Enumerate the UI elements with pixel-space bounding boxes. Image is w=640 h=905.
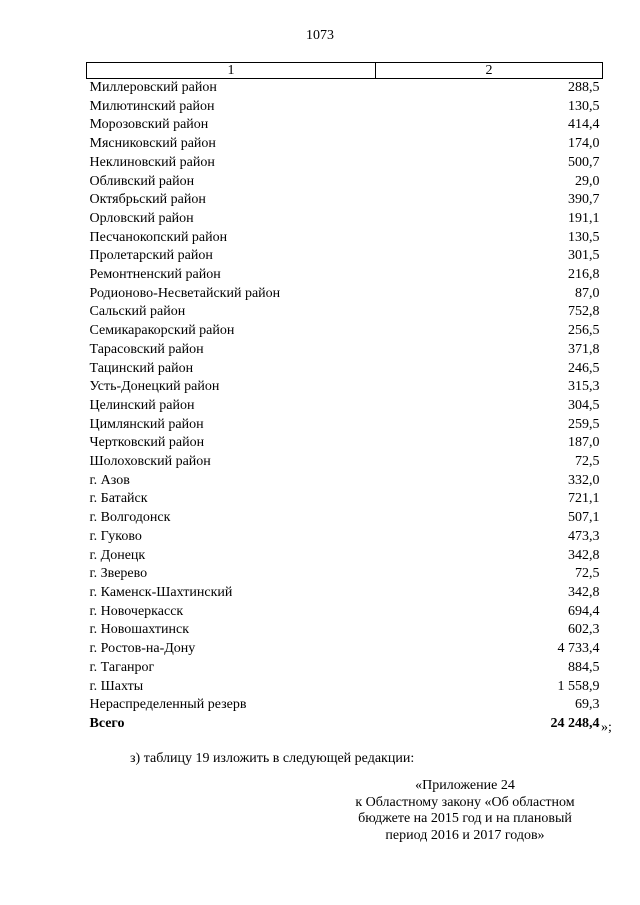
table-row [87,154,603,173]
district-value: 72,5 [575,454,600,470]
district-name: г. Зверево [89,566,148,582]
district-value: 69,3 [575,697,600,713]
district-name: Ремонтненский район [89,267,221,283]
table-row [87,285,603,304]
district-value: 246,5 [568,360,600,376]
district-name: г. Каменск-Шахтинский [89,584,233,600]
table-row [87,173,603,192]
instruction-text: з) таблицу 19 изложить в следующей редакции: [130,751,415,766]
district-name: Цимлянский район [89,416,204,432]
table-row [87,322,603,341]
table-row [87,247,603,266]
district-name: Обливский район [89,173,195,189]
table-row [87,472,603,491]
district-name: Пролетарский район [89,248,213,264]
table-row [87,528,603,547]
district-value: 332,0 [568,472,600,488]
table-row [87,509,603,528]
page-number: 1073 [306,28,334,43]
district-name: Миллеровский район [89,80,217,95]
district-name: Чертковский район [89,435,205,451]
district-name: Орловский район [89,210,194,226]
total-closing-quote: »; [601,720,612,735]
table-row [87,696,603,715]
district-value: 342,8 [568,547,600,563]
district-name: г. Шахты [89,678,144,694]
district-name: г. Таганрог [89,659,155,675]
district-name: Нераспределенный резерв [89,697,247,713]
table-row [87,678,603,697]
district-value: 288,5 [568,80,600,95]
table-row [87,98,603,117]
district-value: 752,8 [568,304,600,320]
table-row [87,547,603,566]
district-value: 130,5 [568,98,600,114]
table-row [87,434,603,453]
district-name: Шолоховский район [89,454,211,470]
district-value: 500,7 [568,154,600,170]
district-value: 174,0 [568,136,600,152]
total-row [87,715,603,734]
table-row [87,360,603,379]
district-name: Милютинский район [89,98,215,114]
appendix-line-3: бюджете на 2015 год и на плановый [358,811,572,826]
table-row [87,341,603,360]
table-row [87,210,603,229]
district-name: г. Волгодонск [89,510,171,526]
district-value: 315,3 [568,379,600,395]
table-row [87,116,603,135]
district-name: Семикаракорский район [89,323,235,339]
district-name: Тарасовский район [89,341,204,357]
column-header-2: 2 [376,63,603,79]
district-value: 884,5 [568,659,600,675]
table-row [87,191,603,210]
table-row [87,79,603,98]
table-row [87,303,603,322]
district-value: 694,4 [568,603,600,619]
table-row [87,603,603,622]
table-row [87,135,603,154]
table-row [87,640,603,659]
district-value: 191,1 [568,210,600,226]
district-name: г. Донецк [89,547,146,563]
district-name: Мясниковский район [89,136,216,152]
district-value: 29,0 [575,173,600,189]
district-value: 414,4 [568,117,600,133]
table-row [87,584,603,603]
district-name: г. Гуково [89,528,142,544]
district-value: 721,1 [568,491,600,507]
district-name: Усть-Донецкий район [89,379,220,395]
district-name: Морозовский район [89,117,209,133]
appendix-line-4: период 2016 и 2017 годов» [385,827,545,843]
appendix-heading [330,778,600,844]
table-row [87,659,603,678]
district-value: 1 558,9 [557,678,600,694]
district-name: Октябрьский район [89,192,206,208]
table-row [87,490,603,509]
district-value: 473,3 [568,528,600,544]
district-value: 602,3 [568,622,600,638]
budget-table [86,62,603,734]
district-value: 507,1 [568,510,600,526]
table-row [87,621,603,640]
table-body [87,79,603,734]
district-name: Родионово-Несветайский район [89,285,281,301]
appendix-line-1: «Приложение 24 [415,778,515,793]
district-name: г. Ростов-на-Дону [89,641,196,657]
total-value: 24 248,4 [550,715,600,731]
district-name: Неклиновский район [89,154,215,170]
table-row [87,565,603,584]
column-header-1: 1 [87,63,376,79]
table-row [87,453,603,472]
table-row [87,266,603,285]
appendix-line-2: к Областному закону «Об областном [355,794,575,810]
district-value: 130,5 [568,229,600,245]
district-value: 187,0 [568,435,600,451]
district-value: 304,5 [568,397,600,413]
district-value: 72,5 [575,566,600,582]
table-header-row [87,63,603,79]
district-value: 216,8 [568,267,600,283]
table-row [87,416,603,435]
district-name: г. Новочеркасск [89,603,184,619]
table-row [87,378,603,397]
district-value: 259,5 [568,416,600,432]
district-name: г. Азов [89,472,130,488]
district-value: 371,8 [568,341,600,357]
district-value: 87,0 [575,285,600,301]
district-value: 390,7 [568,192,600,208]
district-value: 4 733,4 [557,641,600,657]
district-name: Тацинский район [89,360,194,376]
table-row [87,229,603,248]
budget-table-container [86,62,603,734]
district-name: г. Батайск [89,491,148,507]
district-value: 256,5 [568,323,600,339]
district-value: 301,5 [568,248,600,264]
district-name: Целинский район [89,397,195,413]
table-row [87,397,603,416]
district-name: г. Новошахтинск [89,622,190,638]
district-name: Сальский район [89,304,186,320]
total-label: Всего [89,715,125,731]
district-value: 342,8 [568,584,600,600]
district-name: Песчанокопский район [89,229,228,245]
